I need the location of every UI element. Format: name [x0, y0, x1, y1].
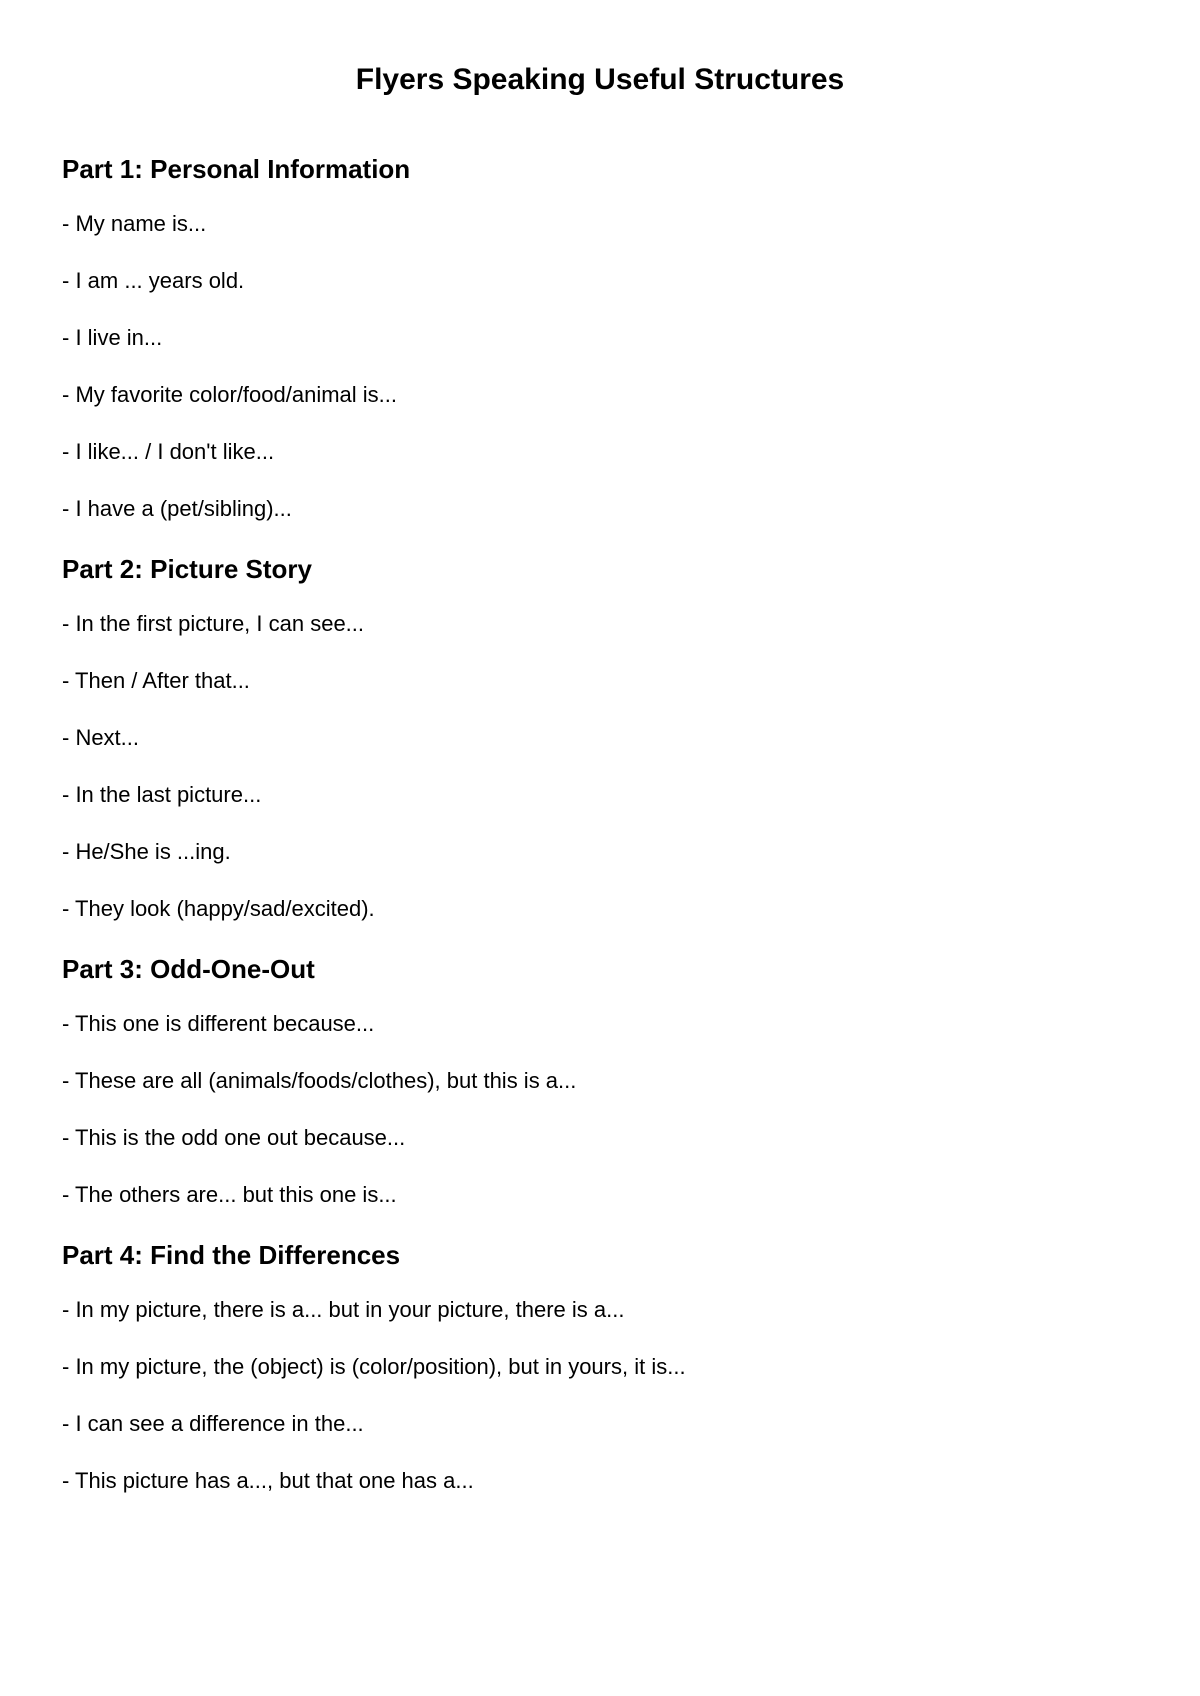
- list-item: - In my picture, there is a... but in your picture, there is a...: [62, 1297, 625, 1322]
- list-item: - Next...: [62, 725, 140, 750]
- list-item: - These are all (animals/foods/clothes), but this is a...: [62, 1068, 577, 1093]
- document-title: Flyers Speaking Useful Structures: [355, 63, 845, 96]
- list-item: - I live in...: [62, 325, 163, 350]
- list-item: - Then / After that...: [62, 668, 250, 693]
- list-item: - I like... / I don't like...: [62, 439, 275, 464]
- list-item: - The others are... but this one is...: [62, 1182, 397, 1207]
- list-item: - I have a (pet/sibling)...: [62, 496, 292, 521]
- list-item: - In the first picture, I can see...: [62, 611, 365, 636]
- list-item: - My favorite color/food/animal is...: [62, 382, 398, 407]
- section-part-1: [62, 152, 1142, 523]
- list-item: - This is the odd one out because...: [62, 1125, 406, 1150]
- document-content: [62, 152, 1142, 1524]
- list-item: - This one is different because...: [62, 1011, 375, 1036]
- section-part-3: [62, 952, 1142, 1209]
- list-item: - I am ... years old.: [62, 268, 245, 293]
- section-heading: Part 1: Personal Information: [62, 154, 411, 184]
- section-part-2: [62, 552, 1142, 923]
- list-item: - I can see a difference in the...: [62, 1411, 364, 1436]
- list-item: - In my picture, the (object) is (color/position), but in yours, it is...: [62, 1354, 686, 1379]
- list-item: - My name is...: [62, 211, 207, 236]
- list-item: - In the last picture...: [62, 782, 262, 807]
- section-heading: Part 2: Picture Story: [62, 554, 312, 584]
- list-item: - This picture has a..., but that one has a...: [62, 1468, 474, 1493]
- section-heading: Part 4: Find the Differences: [62, 1240, 401, 1270]
- list-item: - They look (happy/sad/excited).: [62, 896, 375, 921]
- list-item: - He/She is ...ing.: [62, 839, 231, 864]
- section-part-4: [62, 1238, 1142, 1495]
- section-heading: Part 3: Odd-One-Out: [62, 954, 315, 984]
